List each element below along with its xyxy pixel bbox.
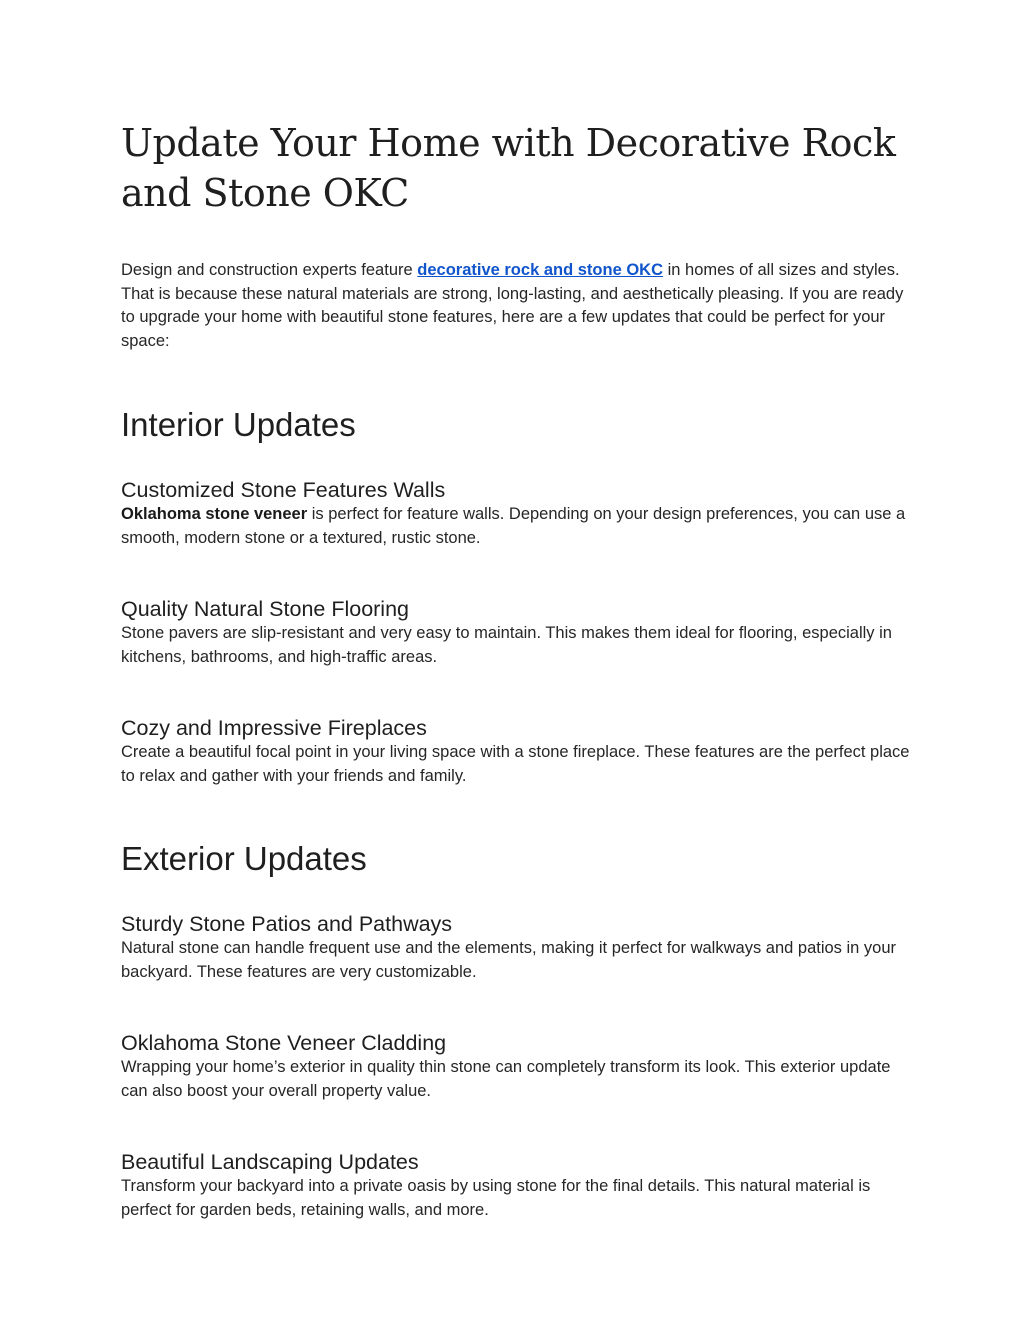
patios-title: Sturdy Stone Patios and Pathways xyxy=(121,912,453,936)
feature-walls-text xyxy=(121,503,911,550)
feature-walls-body: is perfect for feature walls. Depending on your design preferences, you can use a smooth, modern stone or a textured, rustic stone. xyxy=(121,505,906,547)
feature-walls-title: Customized Stone Features Walls xyxy=(121,478,446,502)
document-title: Update Your Home with Decorative Rock and Stone OKC xyxy=(121,121,896,215)
cladding-text: Wrapping your home’s exterior in quality thin stone can completely transform its look. This exterior update can also boost your overall property value. xyxy=(121,1058,891,1100)
interior-item-feature-walls xyxy=(121,477,911,550)
intro-text-after: in homes of all sizes and styles. That is because these natural materials are strong, long-lasting, and aesthetically pleasing. If you are ready to upgrade your home with beautiful stone features, here are a few updates that could be perfect for your space: xyxy=(121,261,904,350)
exterior-item-cladding xyxy=(121,1030,911,1103)
landscaping-title: Beautiful Landscaping Updates xyxy=(121,1150,419,1174)
intro-paragraph xyxy=(121,259,911,353)
fireplaces-text: Create a beautiful focal point in your living space with a stone fireplace. These features are the perfect place to relax and gather with your friends and family. xyxy=(121,743,910,785)
landscaping-text: Transform your backyard into a private oasis by using stone for the final details. This natural material is perfect for garden beds, retaining walls, and more. xyxy=(121,1177,871,1219)
interior-updates-heading: Interior Updates xyxy=(121,406,356,443)
exterior-item-patios xyxy=(121,911,911,984)
decorative-rock-link[interactable]: decorative rock and stone OKC xyxy=(417,261,664,279)
interior-item-flooring xyxy=(121,596,911,669)
interior-item-fireplaces xyxy=(121,715,911,788)
fireplaces-title: Cozy and Impressive Fireplaces xyxy=(121,716,427,740)
flooring-title: Quality Natural Stone Flooring xyxy=(121,597,410,621)
flooring-text: Stone pavers are slip-resistant and very easy to maintain. This makes them ideal for flooring, especially in kitchens, bathrooms, and high-traffic areas. xyxy=(121,624,892,666)
document-page xyxy=(121,118,911,1268)
exterior-item-landscaping xyxy=(121,1149,911,1222)
exterior-updates-heading: Exterior Updates xyxy=(121,840,367,877)
stone-veneer-bold: Oklahoma stone veneer xyxy=(121,505,308,523)
patios-text: Natural stone can handle frequent use and the elements, making it perfect for walkways and patios in your backyard. These features are very customizable. xyxy=(121,939,897,981)
intro-text-before: Design and construction experts feature xyxy=(121,261,418,279)
cladding-title: Oklahoma Stone Veneer Cladding xyxy=(121,1031,447,1055)
